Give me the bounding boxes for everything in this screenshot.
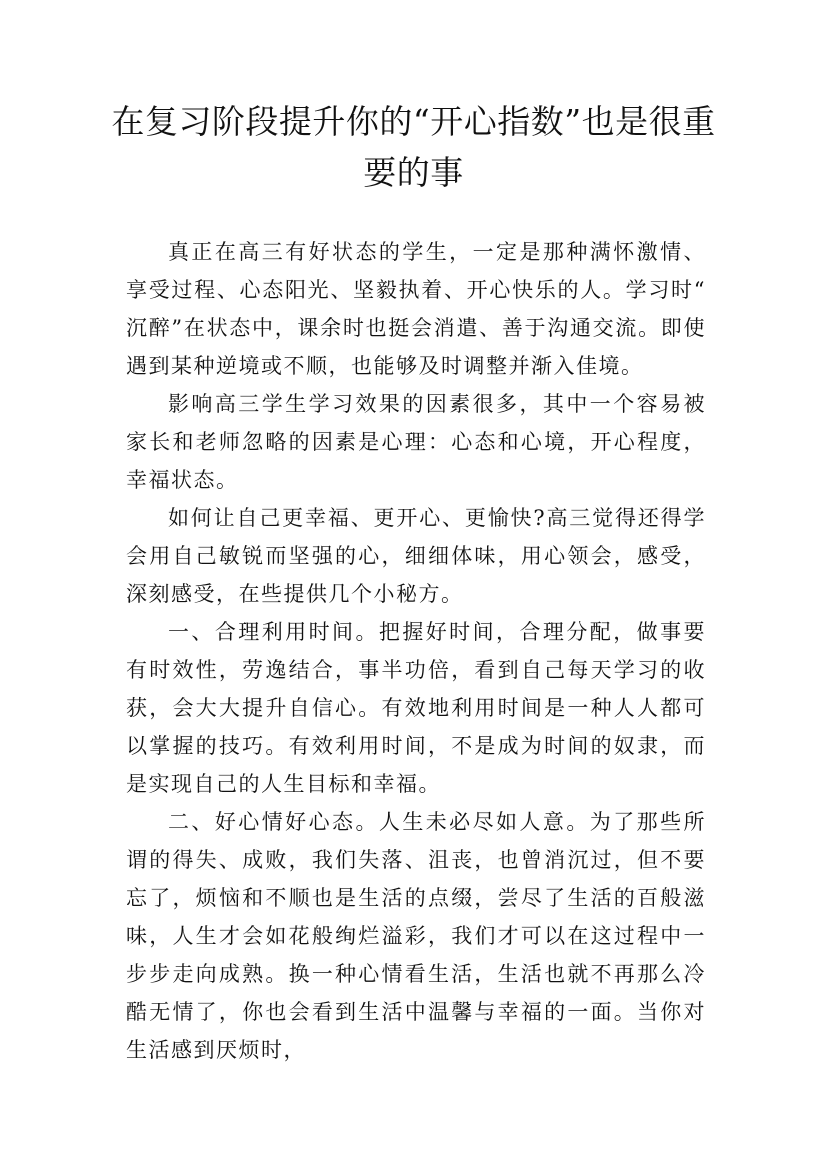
paragraph-2: 影响高三学生学习效果的因素很多，其中一个容易被家长和老师忽略的因素是心理：心态和心境，开心程度，幸福状态。: [126, 392, 706, 492]
paragraph-5: 二、好心情好心态。人生未必尽如人意。为了那些所谓的得失、成败，我们失落、沮丧，也曾消沉过，但不要忘了，烦恼和不顺也是生活的点缀，尝尽了生活的百般滋味，人生才会如花般绚烂溢彩，我们才可以在这过程中一步步走向成熟。换一种心情看生活，生活也就不再那么冷酷无情了，你也会看到生活中温馨与幸福的一面。当你对生活感到厌烦时，: [126, 810, 706, 1062]
document-title: 在复习阶段提升你的“开心指数”也是很重要的事: [111, 102, 716, 192]
paragraph-1: 真正在高三有好状态的学生，一定是那种满怀激情、享受过程、心态阳光、坚毅执着、开心快乐的人。学习时“沉醉”在状态中，课余时也挺会消遣、善于沟通交流。即使遇到某种逆境或不顺，也能够及时调整并渐入佳境。: [126, 240, 706, 378]
paragraph-4: 一、合理利用时间。把握好时间，合理分配，做事要有时效性，劳逸结合，事半功倍，看到自己每天学习的收获，会大大提升自信心。有效地利用时间是一种人人都可以掌握的技巧。有效利用时间，不是成为时间的奴隶，而是实现自己的人生目标和幸福。: [126, 620, 706, 796]
paragraph-3: 如何让自己更幸福、更开心、更愉快?高三觉得还得学会用自己敏锐而坚强的心，细细体味，用心领会，感受，深刻感受，在些提供几个小秘方。: [126, 506, 706, 606]
document-body: [126, 233, 706, 1069]
